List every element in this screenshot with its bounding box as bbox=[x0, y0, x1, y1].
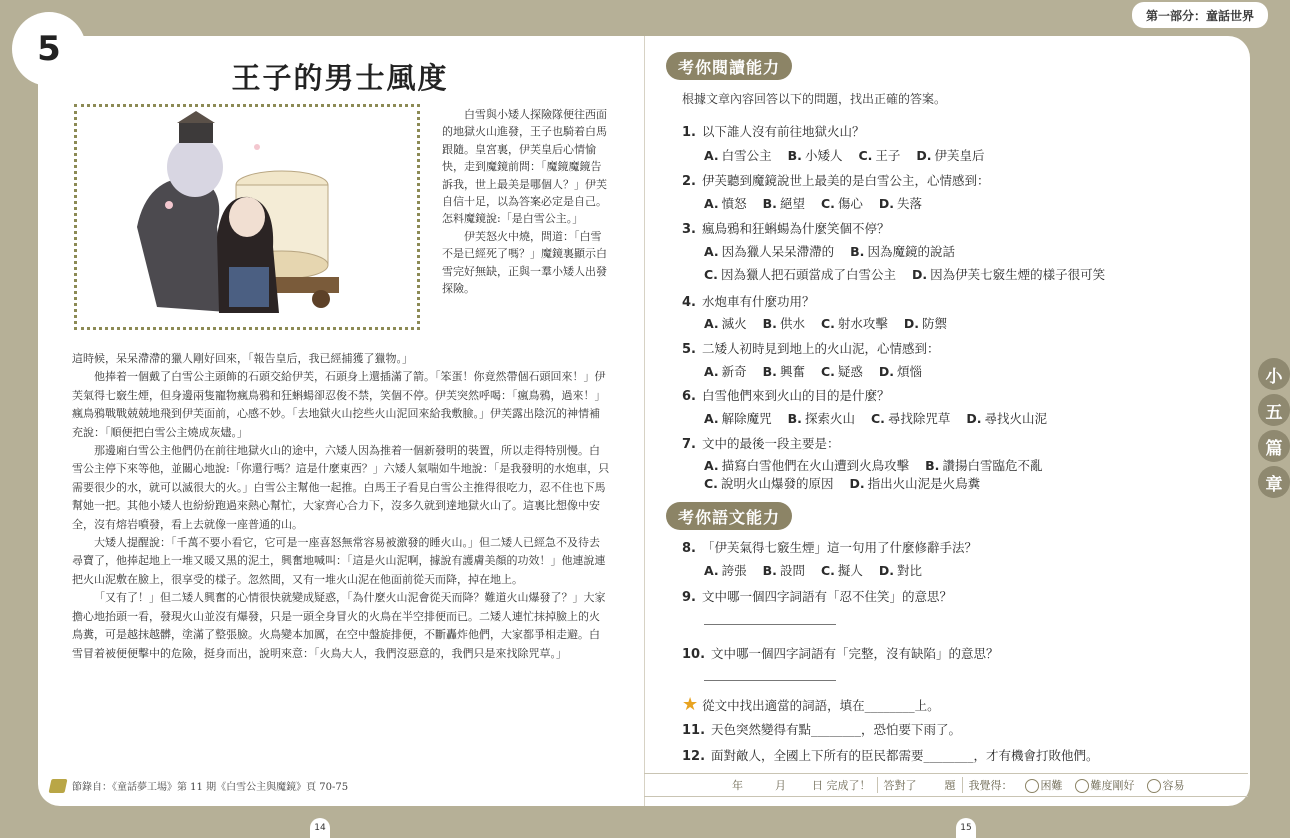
question-7-options-row2[interactable] bbox=[704, 474, 992, 492]
option[interactable]: C. 王子 bbox=[858, 148, 901, 163]
option[interactable]: D. 煩惱 bbox=[878, 364, 923, 379]
question-6-options[interactable] bbox=[704, 409, 1059, 427]
option[interactable]: A. 滅火 bbox=[704, 316, 747, 331]
story-paragraph: 這時候，呆呆滯滯的獵人剛好回來，「報告皇后，我已經捕獲了獵物。」 bbox=[72, 352, 413, 365]
side-tab-char[interactable]: 章 bbox=[1258, 466, 1290, 498]
story-body-text bbox=[72, 350, 610, 663]
question-4: 4. 水炮車有什麼功用？ bbox=[682, 294, 815, 310]
question-4-options[interactable] bbox=[704, 314, 959, 332]
star-icon: ★ bbox=[682, 694, 699, 715]
option[interactable]: A. 誇張 bbox=[704, 563, 747, 578]
option[interactable]: B. 讚揚白雪臨危不亂 bbox=[925, 458, 1043, 473]
reading-section-banner: 考你閱讀能力 bbox=[666, 52, 792, 80]
question-8: 8. 「伊芙氣得七竅生煙」這一句用了什麼修辭手法？ bbox=[682, 540, 977, 556]
option[interactable]: C. 傷心 bbox=[820, 196, 863, 211]
question-7-options[interactable] bbox=[704, 456, 1054, 474]
question-unit-label[interactable]: 題 bbox=[944, 779, 956, 792]
source-citation bbox=[50, 778, 348, 793]
face-icon bbox=[1025, 779, 1039, 793]
option[interactable]: B. 設問 bbox=[762, 563, 805, 578]
story-paragraph: 伊芙怒火中燒，問道：「白雪不是已經死了嗎？」魔鏡裏顯示白雪完好無缺，正與一羣小矮人出發探險。 bbox=[442, 229, 607, 296]
question-6: 6. 白雪他們來到火山的目的是什麼？ bbox=[682, 388, 890, 404]
story-paragraph: 他捧着一個戴了白雪公主頭飾的石頭交給伊芙，石頭身上還插滿了箭。「笨蛋！你竟然帶個石頭回來！」伊芙氣得七竅生煙，但身邊兩隻寵物瘋鳥鴉和狂蝌蝪卻忍俊不禁，笑個不停。伊芙突然呼喝：「瘋鳥鴉，過來！」瘋鳥鴉戰戰兢兢地飛到伊芙面前，心感不妙。「去地獄火山挖些火山泥回來給我敷臉。」伊芙露出陰沉的神情補充說：「順便把白雪公主燒成灰燼。」 bbox=[72, 370, 606, 439]
side-tab-char[interactable]: 篇 bbox=[1258, 430, 1290, 462]
question-3: 3. 瘋鳥鴉和狂蝌蝪為什麼笑個不停？ bbox=[682, 221, 890, 237]
right-page-number: 15 bbox=[956, 818, 976, 838]
question-3-options[interactable] bbox=[704, 242, 967, 260]
option[interactable]: A. 描寫白雪他們在火山遭到火鳥攻擊 bbox=[704, 458, 910, 473]
answer-line-10[interactable] bbox=[704, 680, 836, 681]
option[interactable]: A. 解除魔咒 bbox=[704, 411, 772, 426]
option[interactable]: D. 伊芙皇后 bbox=[916, 148, 985, 163]
option[interactable]: C. 尋找除咒草 bbox=[870, 411, 951, 426]
option[interactable]: A. 憤怒 bbox=[704, 196, 747, 211]
story-illustration bbox=[74, 104, 420, 330]
option[interactable]: D. 尋找火山泥 bbox=[966, 411, 1048, 426]
question-1: 1. 以下誰人沒有前往地獄火山？ bbox=[682, 124, 865, 140]
language-section-banner: 考你語文能力 bbox=[666, 502, 792, 530]
question-1-options[interactable] bbox=[704, 146, 997, 164]
option[interactable]: D. 對比 bbox=[878, 563, 923, 578]
side-tab-char[interactable]: 小 bbox=[1258, 358, 1290, 390]
option[interactable]: C. 射水攻擊 bbox=[820, 316, 888, 331]
question-9: 9. 文中哪一個四字詞語有「忍不住笑」的意思？ bbox=[682, 589, 952, 605]
book-icon bbox=[49, 779, 68, 793]
chapter-badge: 5 bbox=[12, 12, 86, 86]
option[interactable]: D. 防禦 bbox=[903, 316, 948, 331]
difficulty-ok[interactable]: 難度剛好 bbox=[1069, 777, 1141, 793]
completion-status-bar bbox=[644, 773, 1248, 797]
face-icon bbox=[1147, 779, 1161, 793]
side-tabs[interactable] bbox=[1258, 358, 1290, 502]
option[interactable]: B. 因為魔鏡的說話 bbox=[850, 244, 955, 259]
option[interactable]: A. 因為獵人呆呆滯滯的 bbox=[704, 244, 835, 259]
story-paragraph: 「又有了！」但二矮人興奮的心情很快就變成疑惑，「為什麼火山泥會從天而降？難道火山爆發了？」大家擔心地抬頭一看，發現火山並沒有爆發，只是一頭全身冒火的火鳥在半空排便而已。二矮人連忙抹掉臉上的火鳥糞，可是越抹越髒，塗滿了整張臉。火鳥變本加厲，在空中盤旋排便，不斷轟炸他們，大家都爭相走避。白雪冒着被便便擊中的危險，挺身而出，說明來意：「火鳥大人，我們沒惡意的，我們只是來找除咒草。」 bbox=[72, 591, 606, 660]
left-page-number: 14 bbox=[310, 818, 330, 838]
question-11: 11. 天色突然變得有點________，恐怕要下雨了。 bbox=[682, 722, 962, 738]
question-2-options[interactable] bbox=[704, 194, 934, 212]
option[interactable]: B. 供水 bbox=[762, 316, 805, 331]
question-5: 5. 二矮人初時見到地上的火山泥，心情感到： bbox=[682, 341, 940, 357]
question-2: 2. 伊芙聽到魔鏡說世上最美的是白雪公主，心情感到： bbox=[682, 173, 990, 189]
question-5-options[interactable] bbox=[704, 362, 934, 380]
reading-instruction: 根據文章內容回答以下的問題，找出正確的答案。 bbox=[682, 92, 947, 106]
day-done-field[interactable]: 日 完成了！ bbox=[812, 779, 871, 792]
question-12: 12. 面對敵人，全國上下所有的臣民都需要________，才有機會打敗他們。 bbox=[682, 748, 1099, 764]
source-text: 節錄自：《童話夢工場》第 11 期《白雪公主與魔鏡》頁 70-75 bbox=[72, 782, 349, 793]
option[interactable]: A. 白雪公主 bbox=[704, 148, 772, 163]
option[interactable]: A. 新奇 bbox=[704, 364, 747, 379]
side-tab-char[interactable]: 五 bbox=[1258, 394, 1290, 426]
correct-count-label: 答對了 bbox=[883, 779, 917, 792]
option[interactable]: C. 說明火山爆發的原因 bbox=[704, 476, 834, 491]
month-field[interactable]: 月 bbox=[775, 779, 786, 792]
story-paragraph: 白雪與小矮人探險隊便往西面的地獄火山進發，王子也騎着白馬跟隨。皇宮裏，伊芙皇后心情愉快，走到魔鏡前問：「魔鏡魔鏡告訴我，世上最美是哪個人？」伊芙自信十足，以為答案必定是自己。怎料魔鏡說:「是白雪公主。」 bbox=[442, 108, 607, 226]
question-3-options-row2[interactable] bbox=[704, 265, 1117, 283]
option[interactable]: B. 興奮 bbox=[762, 364, 805, 379]
section-tab[interactable]: 第一部分：童話世界 bbox=[1132, 2, 1268, 28]
option[interactable]: D. 失落 bbox=[878, 196, 923, 211]
prince-and-princess-illustration bbox=[77, 107, 417, 327]
option[interactable]: B. 小矮人 bbox=[787, 148, 843, 163]
story-paragraph: 那邊廂白雪公主他們仍在前往地獄火山的途中，六矮人因為推着一個新發明的裝置，所以走得特別慢。白雪公主停下來等他，並關心地說:「你還行嗎？這是什麼東西？」六矮人氣喘如牛地說：「是我發明的水炮車，只需要很少的水，就可以滅很大的火。」白雪公主幫他一起推。白馬王子看見白雪公主推得很吃力，忍不住也下馬幫她一把。其他小矮人也紛紛跑過來熱心幫忙，大家齊心合力下，沒多久就到達地獄火山了。這裏比想像中安全，沒有熔岩噴發，看上去就像一座普通的山。 bbox=[72, 444, 610, 531]
story-title: 王子的男士風度 bbox=[231, 61, 449, 95]
question-7: 7. 文中的最後一段主要是： bbox=[682, 436, 840, 452]
option[interactable]: B. 絕望 bbox=[762, 196, 805, 211]
face-icon bbox=[1075, 779, 1089, 793]
question-10: 10. 文中哪一個四字詞語有「完整，沒有缺陷」的意思？ bbox=[682, 646, 999, 662]
difficulty-hard[interactable]: 困難 bbox=[1019, 777, 1069, 793]
answer-line-9[interactable] bbox=[704, 624, 836, 625]
difficulty-easy[interactable]: 容易 bbox=[1141, 777, 1191, 793]
star-instruction: ★ 從文中找出適當的詞語，填在________上。 bbox=[682, 694, 940, 715]
option[interactable]: D. 指出火山泥是火鳥糞 bbox=[849, 476, 981, 491]
option[interactable]: D. 因為伊芙七竅生煙的樣子很可笑 bbox=[911, 267, 1106, 282]
year-field[interactable]: 年 bbox=[732, 779, 743, 792]
option[interactable]: B. 探索火山 bbox=[787, 411, 855, 426]
option[interactable]: C. 因為獵人把石頭當成了白雪公主 bbox=[704, 267, 896, 282]
feeling-label: 我覺得： bbox=[968, 779, 1013, 792]
story-paragraph: 大矮人提醒說：「千萬不要小看它，它可是一座喜怒無常容易被激發的睡火山。」但二矮人已經急不及待去尋寶了，他捧起地上一堆又暖又黑的泥土，興奮地喊叫：「這是火山泥啊，據說有護膚美顏的功效！」他連說連把火山泥敷在臉上，很享受的樣子。忽然間，又有一堆火山泥在他面前從天而降，掉在地上。 bbox=[72, 536, 606, 586]
book-spine bbox=[644, 36, 645, 806]
option[interactable]: C. 疑惑 bbox=[820, 364, 863, 379]
question-8-options[interactable] bbox=[704, 561, 934, 579]
option[interactable]: C. 擬人 bbox=[820, 563, 863, 578]
story-intro-text bbox=[442, 106, 608, 297]
